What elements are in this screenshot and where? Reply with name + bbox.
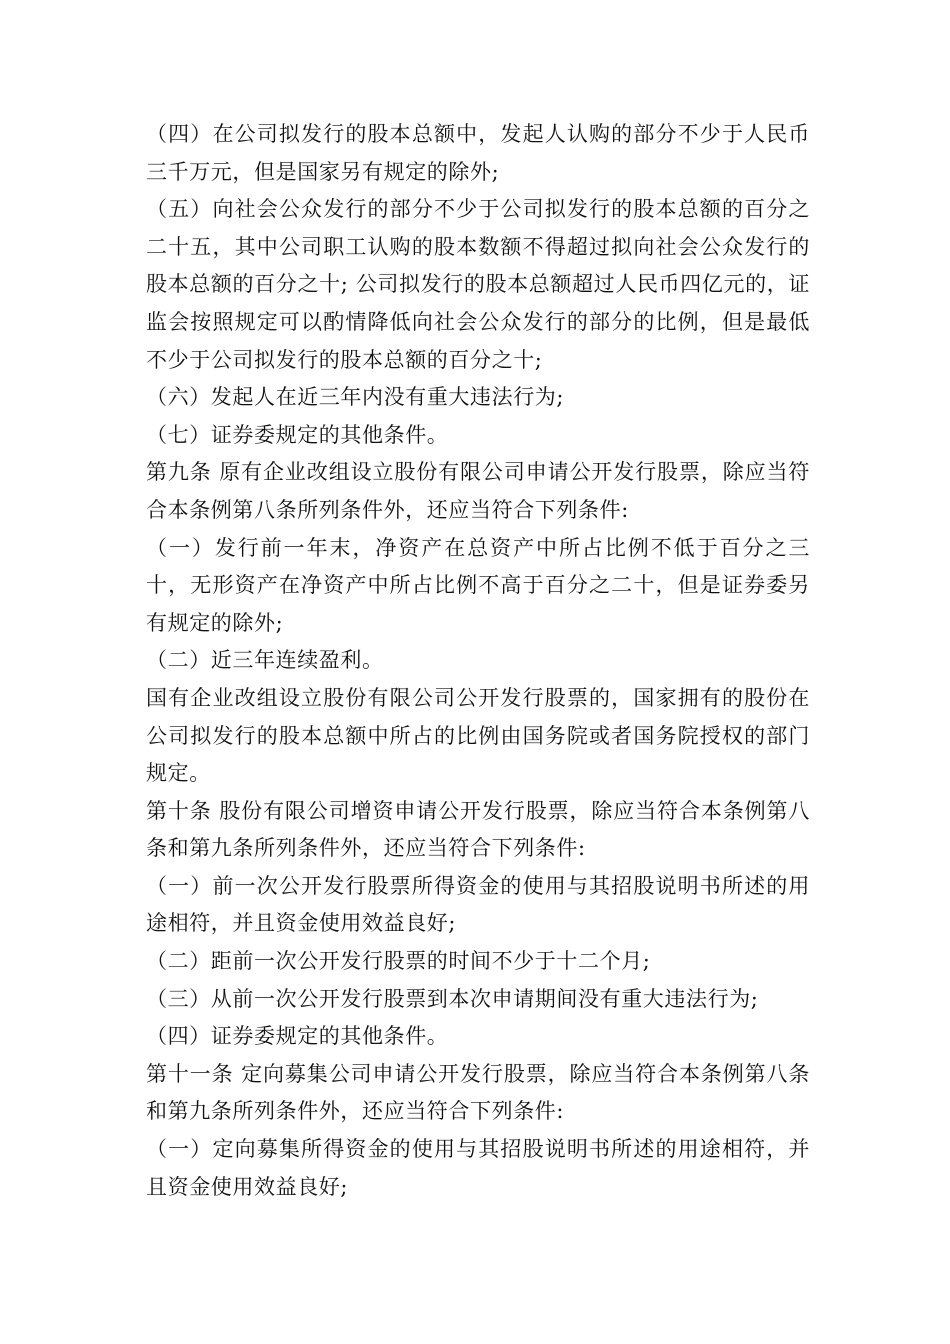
article-11-heading: 第十一条 定向募集公司申请公开发行股票，除应当符合本条例第八条和第九条所列条件外，还应当符合下列条件: bbox=[146, 1061, 810, 1124]
article-10-heading: 第十条 股份有限公司增资申请公开发行股票，除应当符合本条例第八条和第九条所列条件外，还应当符合下列条件: bbox=[146, 798, 810, 861]
article-10-clause-1: （一）前一次公开发行股票所得资金的使用与其招股说明书所述的用途相符，并且资金使用效益良好; bbox=[146, 873, 810, 936]
article-10-clause-4: （四）证券委规定的其他条件。 bbox=[146, 1024, 449, 1049]
article-9-clause-2: （二）近三年连续盈利。 bbox=[146, 648, 384, 673]
article-10-clause-2: （二）距前一次公开发行股票的时间不少于十二个月; bbox=[146, 949, 651, 974]
article-9-clause-1: （一）发行前一年末，净资产在总资产中所占比例不低于百分之三十，无形资产在净资产中所占比例不高于百分之二十，但是证券委另有规定的除外; bbox=[146, 535, 810, 635]
paragraph-clause-6: （六）发起人在近三年内没有重大违法行为; bbox=[146, 385, 565, 410]
paragraph-clause-4: （四）在公司拟发行的股本总额中，发起人认购的部分不少于人民币三千万元，但是国家另有规定的除外; bbox=[146, 122, 810, 184]
article-11-clause-1: （一）定向募集所得资金的使用与其招股说明书所述的用途相符，并且资金使用效益良好; bbox=[146, 1137, 810, 1199]
paragraph-clause-5: （五）向社会公众发行的部分不少于公司拟发行的股本总额的百分之二十五，其中公司职工认购的股本数额不得超过拟向社会公众发行的股本总额的百分之十; 公司拟发行的股本总额超过人民币四亿元的，证监会按照规定可以酌情降低向社会公众发行的部分的比例，但是最低不少于公司拟发行的股本总额的百分之十; bbox=[146, 197, 810, 372]
article-9-note: 国有企业改组设立股份有限公司公开发行股票的，国家拥有的股份在公司拟发行的股本总额中所占的比例由国务院或者国务院授权的部门规定。 bbox=[146, 685, 810, 786]
article-9-heading: 第九条 原有企业改组设立股份有限公司申请公开发行股票，除应当符合本条例第八条所列条件外，还应当符合下列条件: bbox=[146, 460, 810, 522]
article-10-clause-3: （三）从前一次公开发行股票到本次申请期间没有重大违法行为; bbox=[146, 986, 759, 1011]
document-body bbox=[146, 116, 810, 1206]
paragraph-clause-7: （七）证券委规定的其他条件。 bbox=[146, 422, 449, 447]
